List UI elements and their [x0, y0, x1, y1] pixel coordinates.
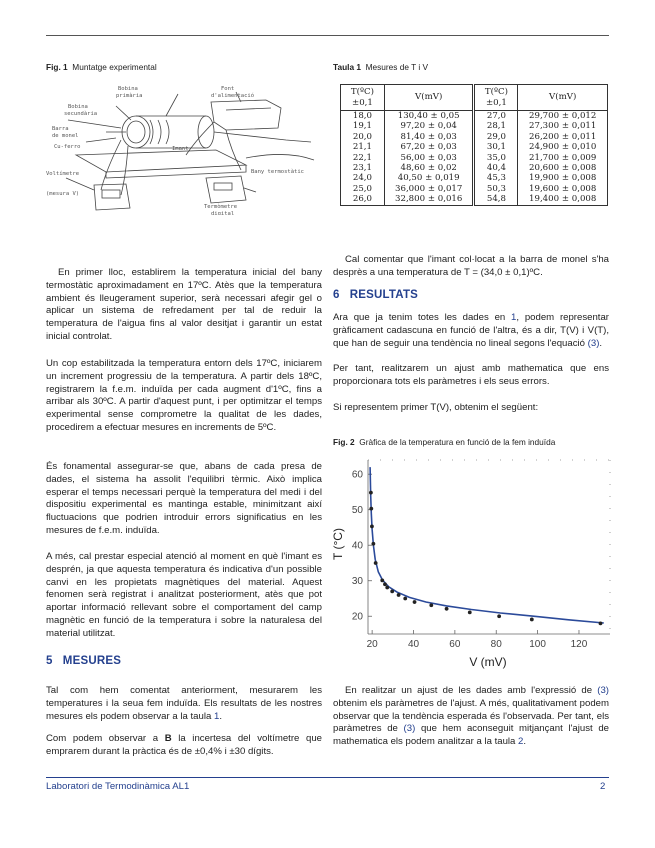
chart-x-tick-label: 20	[366, 639, 378, 650]
chart-data-point	[530, 618, 534, 622]
chart-data-point	[369, 507, 373, 511]
chart-x-axis-label: V (mV)	[469, 655, 507, 669]
table-header-t1: T(ºC) ±0,1	[341, 85, 385, 111]
table-row	[341, 142, 608, 152]
table-cell: 27,0	[474, 111, 518, 122]
table1-ref-link[interactable]: 1	[213, 710, 220, 722]
appendix-b-ref: B	[164, 733, 172, 744]
chart-data-point	[429, 603, 433, 607]
measurements-table	[340, 84, 608, 206]
sketch-label-imant: Imant	[172, 146, 189, 152]
table-cell: 29,700 ± 0,012	[518, 111, 608, 122]
right-paragraph-5-text-d: .	[523, 736, 527, 748]
chart-y-tick-label: 60	[351, 469, 363, 481]
chart-data-point	[468, 610, 472, 614]
table-cell: 130,40 ± 0,05	[384, 111, 474, 122]
chart-y-tick-label: 30	[351, 576, 363, 588]
chart-data-point	[397, 593, 401, 597]
section-6-number: 6	[333, 289, 340, 301]
table2-ref-link[interactable]: 2	[518, 736, 524, 748]
section-5-number: 5	[46, 655, 53, 667]
table-cell: 35,0	[474, 153, 518, 163]
footer-page-number: 2	[600, 781, 606, 792]
right-paragraph-5-text-c: que hem aconseguit mitjançant l'ajust de mathematica els podem analitzar a la taula	[333, 723, 609, 748]
table-cell: 22,1	[341, 153, 385, 163]
fig2-label: Fig. 2	[333, 437, 355, 447]
table-cell: 26,200 ± 0,011	[518, 132, 608, 142]
right-paragraph-4: Si representem primer T(V), obtenim el següent:	[333, 402, 539, 413]
chart-x-tick-label: 60	[449, 639, 461, 650]
sketch-label-voltimetre: Voltímetre	[46, 171, 80, 177]
table-cell: 81,40 ± 0,03	[384, 132, 474, 142]
table-cell: 40,50 ± 0,019	[384, 173, 474, 183]
table-header-v1: V(mV)	[384, 85, 474, 111]
fig1-caption-text: Muntatge experimental	[72, 62, 157, 72]
chart-data-point	[371, 542, 375, 546]
left-paragraph-5: Tal com hem comentat anteriorment, mesurarem les temperatures i la seua fem induïda. Els resultats de les nostres mesures els podem observar a la taula 1.	[46, 685, 322, 722]
chart-data-point	[385, 586, 389, 590]
chart-data-point	[374, 561, 378, 565]
table-header-row	[341, 85, 608, 111]
table-row	[341, 194, 608, 205]
left-paragraph-5-text: Tal com hem comentat anteriorment, mesurarem les temperatures i la seua fem induïda. Els resultats de les nostres mesures els podem observar a la taula	[46, 685, 322, 722]
fig2-caption-text: Gràfica de la temperatura en funció de la fem induïda	[359, 437, 556, 447]
table-cell: 19,1	[341, 121, 385, 131]
right-paragraph-3: Per tant, realitzarem un ajust amb mathematica que ens proporcionara tots els paràmetres i els seus errors.	[333, 363, 609, 387]
table-row	[341, 132, 608, 142]
chart-data-point	[369, 491, 373, 495]
sketch-label-bobina2: Bobina	[68, 104, 88, 110]
experimental-setup-sketch	[46, 80, 316, 215]
left-paragraph-1: En primer lloc, establirem la temperatura inicial del bany termostàtic aproximadament en 17ºC. Atès que la temperatura ambient és lleugerament superior, serà necessari afegir gel o aplicar un sistema de refredament per tal de reduir la temperatura de l'aigua fins al valor desitjat i garantir un estat inicial controlat.	[46, 267, 322, 342]
chart-data-point	[413, 600, 417, 604]
sketch-label-bany: Bany termostàtic	[251, 169, 304, 175]
table-cell: 18,0	[341, 111, 385, 122]
table-row	[341, 111, 608, 122]
chart-data-point	[497, 614, 501, 618]
table-cell: 19,400 ± 0,008	[518, 194, 608, 205]
fig1-label: Fig. 1	[46, 62, 68, 72]
sketch-label-monel: de monel	[52, 133, 79, 139]
chart-data-point	[403, 597, 407, 601]
sketch-label-secundaria: secundària	[64, 111, 98, 117]
table-row	[341, 163, 608, 173]
section-5-heading	[46, 655, 121, 667]
sketch-label-mesura: (mesura V)	[46, 191, 80, 197]
right-paragraph-2-text-b: , podem representar gràficament cadascuna en funció de l'altra, és a dir, T(V) i V(T), que han de seguir una tendència no lineal segons l'equació	[333, 312, 610, 349]
table-cell: 54,8	[474, 194, 518, 205]
table-cell: 40,4	[474, 163, 518, 173]
table-cell: 28,1	[474, 121, 518, 131]
sketch-label-termometre: Termòmetre	[204, 204, 238, 210]
chart-data-point	[445, 607, 449, 611]
chart-x-tick-label: 80	[490, 639, 502, 650]
table-cell: 24,0	[341, 173, 385, 183]
chart-y-tick-label: 40	[351, 540, 363, 552]
table-cell: 19,600 ± 0,008	[518, 184, 608, 194]
equation-3-ref-link-3[interactable]: (3)	[403, 723, 416, 735]
chart-data-point	[599, 621, 603, 625]
left-paragraph-6	[46, 733, 322, 759]
sketch-label-barra: Barra	[52, 126, 69, 132]
chart-data-point	[390, 589, 394, 593]
table-cell: 26,0	[341, 194, 385, 205]
chart-x-tick-label: 120	[570, 639, 588, 650]
table-cell: 97,20 ± 0,04	[384, 121, 474, 131]
table-cell: 25,0	[341, 184, 385, 194]
table-cell: 21,1	[341, 142, 385, 152]
table-cell: 23,1	[341, 163, 385, 173]
right-paragraph-5-text-b: obtenim els paràmetres de l'ajust. A més, qualitativament podem observar que la tendència esperada és l'observada. Per tant, els paràmetres de	[333, 697, 609, 735]
table1-ref-link-2[interactable]: 1	[511, 312, 517, 323]
table-cell: 19,900 ± 0,008	[518, 173, 608, 183]
table1-label: Taula 1	[333, 62, 361, 72]
table-cell: 45,3	[474, 173, 518, 183]
left-paragraph-6-text-a: Com podem observar a	[46, 733, 165, 744]
table-row	[341, 184, 608, 194]
table-cell: 29,0	[474, 132, 518, 142]
chart-x-tick-label: 40	[407, 639, 420, 650]
chart-x-tick-label: 100	[529, 639, 546, 650]
table-cell: 21,700 ± 0,009	[518, 153, 608, 163]
table-cell: 27,300 ± 0,011	[518, 121, 608, 131]
footer-title: Laboratori de Termodinàmica AL1	[46, 781, 190, 792]
right-paragraph-2	[333, 312, 609, 350]
section-6-title: RESULTATS	[349, 289, 419, 301]
table1-caption-text: Mesures de T i V	[365, 62, 429, 72]
table-cell: 32,800 ± 0,016	[384, 194, 474, 205]
table-cell: 50,3	[474, 184, 518, 194]
right-paragraph-5-text-a: En realitzar un ajust de les dades amb l'expressió de	[345, 685, 598, 696]
chart-data-point	[370, 525, 374, 529]
left-paragraph-6-text-b: la incertesa del voltímetre que emprarem durant la pràctica és de ±0,4% i ±30 dígits.	[46, 733, 322, 757]
sketch-label-cuferro: Cu-ferro	[54, 144, 81, 150]
table-cell: 56,00 ± 0,03	[384, 153, 474, 163]
right-paragraph-2-text-c: .	[599, 337, 603, 349]
fig1-caption	[46, 62, 157, 72]
sketch-label-primaria: primària	[116, 93, 143, 99]
top-rule	[46, 35, 609, 36]
right-paragraph-2-text-a: Ara que ja tenim totes les dades en	[333, 312, 512, 323]
chart-y-tick-label: 20	[351, 611, 363, 623]
table-row	[341, 121, 608, 131]
table-cell: 36,000 ± 0,017	[384, 184, 474, 194]
sketch-label-font: Font	[221, 86, 235, 92]
fig2-caption	[333, 437, 555, 447]
table-body	[341, 111, 608, 206]
chart-y-axis-label: T (°C)	[331, 528, 345, 560]
table1-caption	[333, 62, 428, 72]
table-cell: 67,20 ± 0,03	[384, 142, 474, 152]
chart-data-point	[380, 578, 384, 582]
equation-3-ref-link-2[interactable]: (3)	[597, 685, 609, 696]
table-header-v2: V(mV)	[518, 85, 608, 111]
table-cell: 20,600 ± 0,008	[518, 163, 608, 173]
right-paragraph-5	[333, 685, 609, 749]
left-paragraph-4: A més, cal prestar especial atenció al moment en què l'imant es desprén, ja que aquesta temperatura és indicativa d'un possible canvi en les propietats magnètiques del material. Aquest fenomen serà registrat i analitzat posteriorment, atès que pot aportar informació rellevant sobre el comportament del camp magnètic en funció de la temperatura i sobre la naturalesa del material utilitzat.	[46, 551, 322, 639]
footer-rule	[46, 777, 609, 778]
section-5-title: MESURES	[62, 655, 122, 667]
temperature-vs-fem-chart	[328, 452, 613, 672]
table-header-t2: T(ºC) ±0,1	[474, 85, 518, 111]
table-cell: 30,1	[474, 142, 518, 152]
sketch-label-alimentacio: d'alimentació	[211, 93, 255, 99]
table-cell: 48,60 ± 0,02	[384, 163, 474, 173]
left-paragraph-2: Un cop estabilitzada la temperatura entorn dels 17ºC, iniciarem un increment progressiu de la temperatura. A partir dels 18ºC, registrarem la f.e.m. induïda per cada augment d'1ºC, fins a arribar als 30ºC. A partir d'aquest punt, i per optimitzar el temps experimental sense comprometre la qualitat de les dades, procedirem a efectuar mesures en increments de 5ºC.	[46, 358, 322, 433]
left-paragraph-3: És fonamental assegurar-se que, abans de cada presa de dades, el sistema ha assolit l'equilibri tèrmic. Això implica esperar el temps necessari perquè la temperatura del medi i del dispositiu experimental es mantinga estable, minimitzant així fluctuacions que podrien introduir errors significatius en les mesures de f.e.m. induïda.	[46, 461, 322, 536]
chart-data-point	[383, 582, 387, 586]
section-6-heading	[333, 289, 418, 301]
right-paragraph-1: Cal comentar que l'imant col·locat a la barra de monel s'ha desprès a una temperatura de T = (34,0 ± 0,1)ºC.	[333, 254, 609, 278]
sketch-label-bobina1: Bobina	[118, 86, 138, 92]
table-cell: 20,0	[341, 132, 385, 142]
chart-y-tick-label: 50	[351, 505, 363, 517]
sketch-label-digital: digital	[211, 211, 235, 215]
table-cell: 24,900 ± 0,010	[518, 142, 608, 152]
table-row	[341, 173, 608, 183]
table-row	[341, 153, 608, 163]
equation-3-ref-link[interactable]: (3)	[587, 337, 600, 349]
